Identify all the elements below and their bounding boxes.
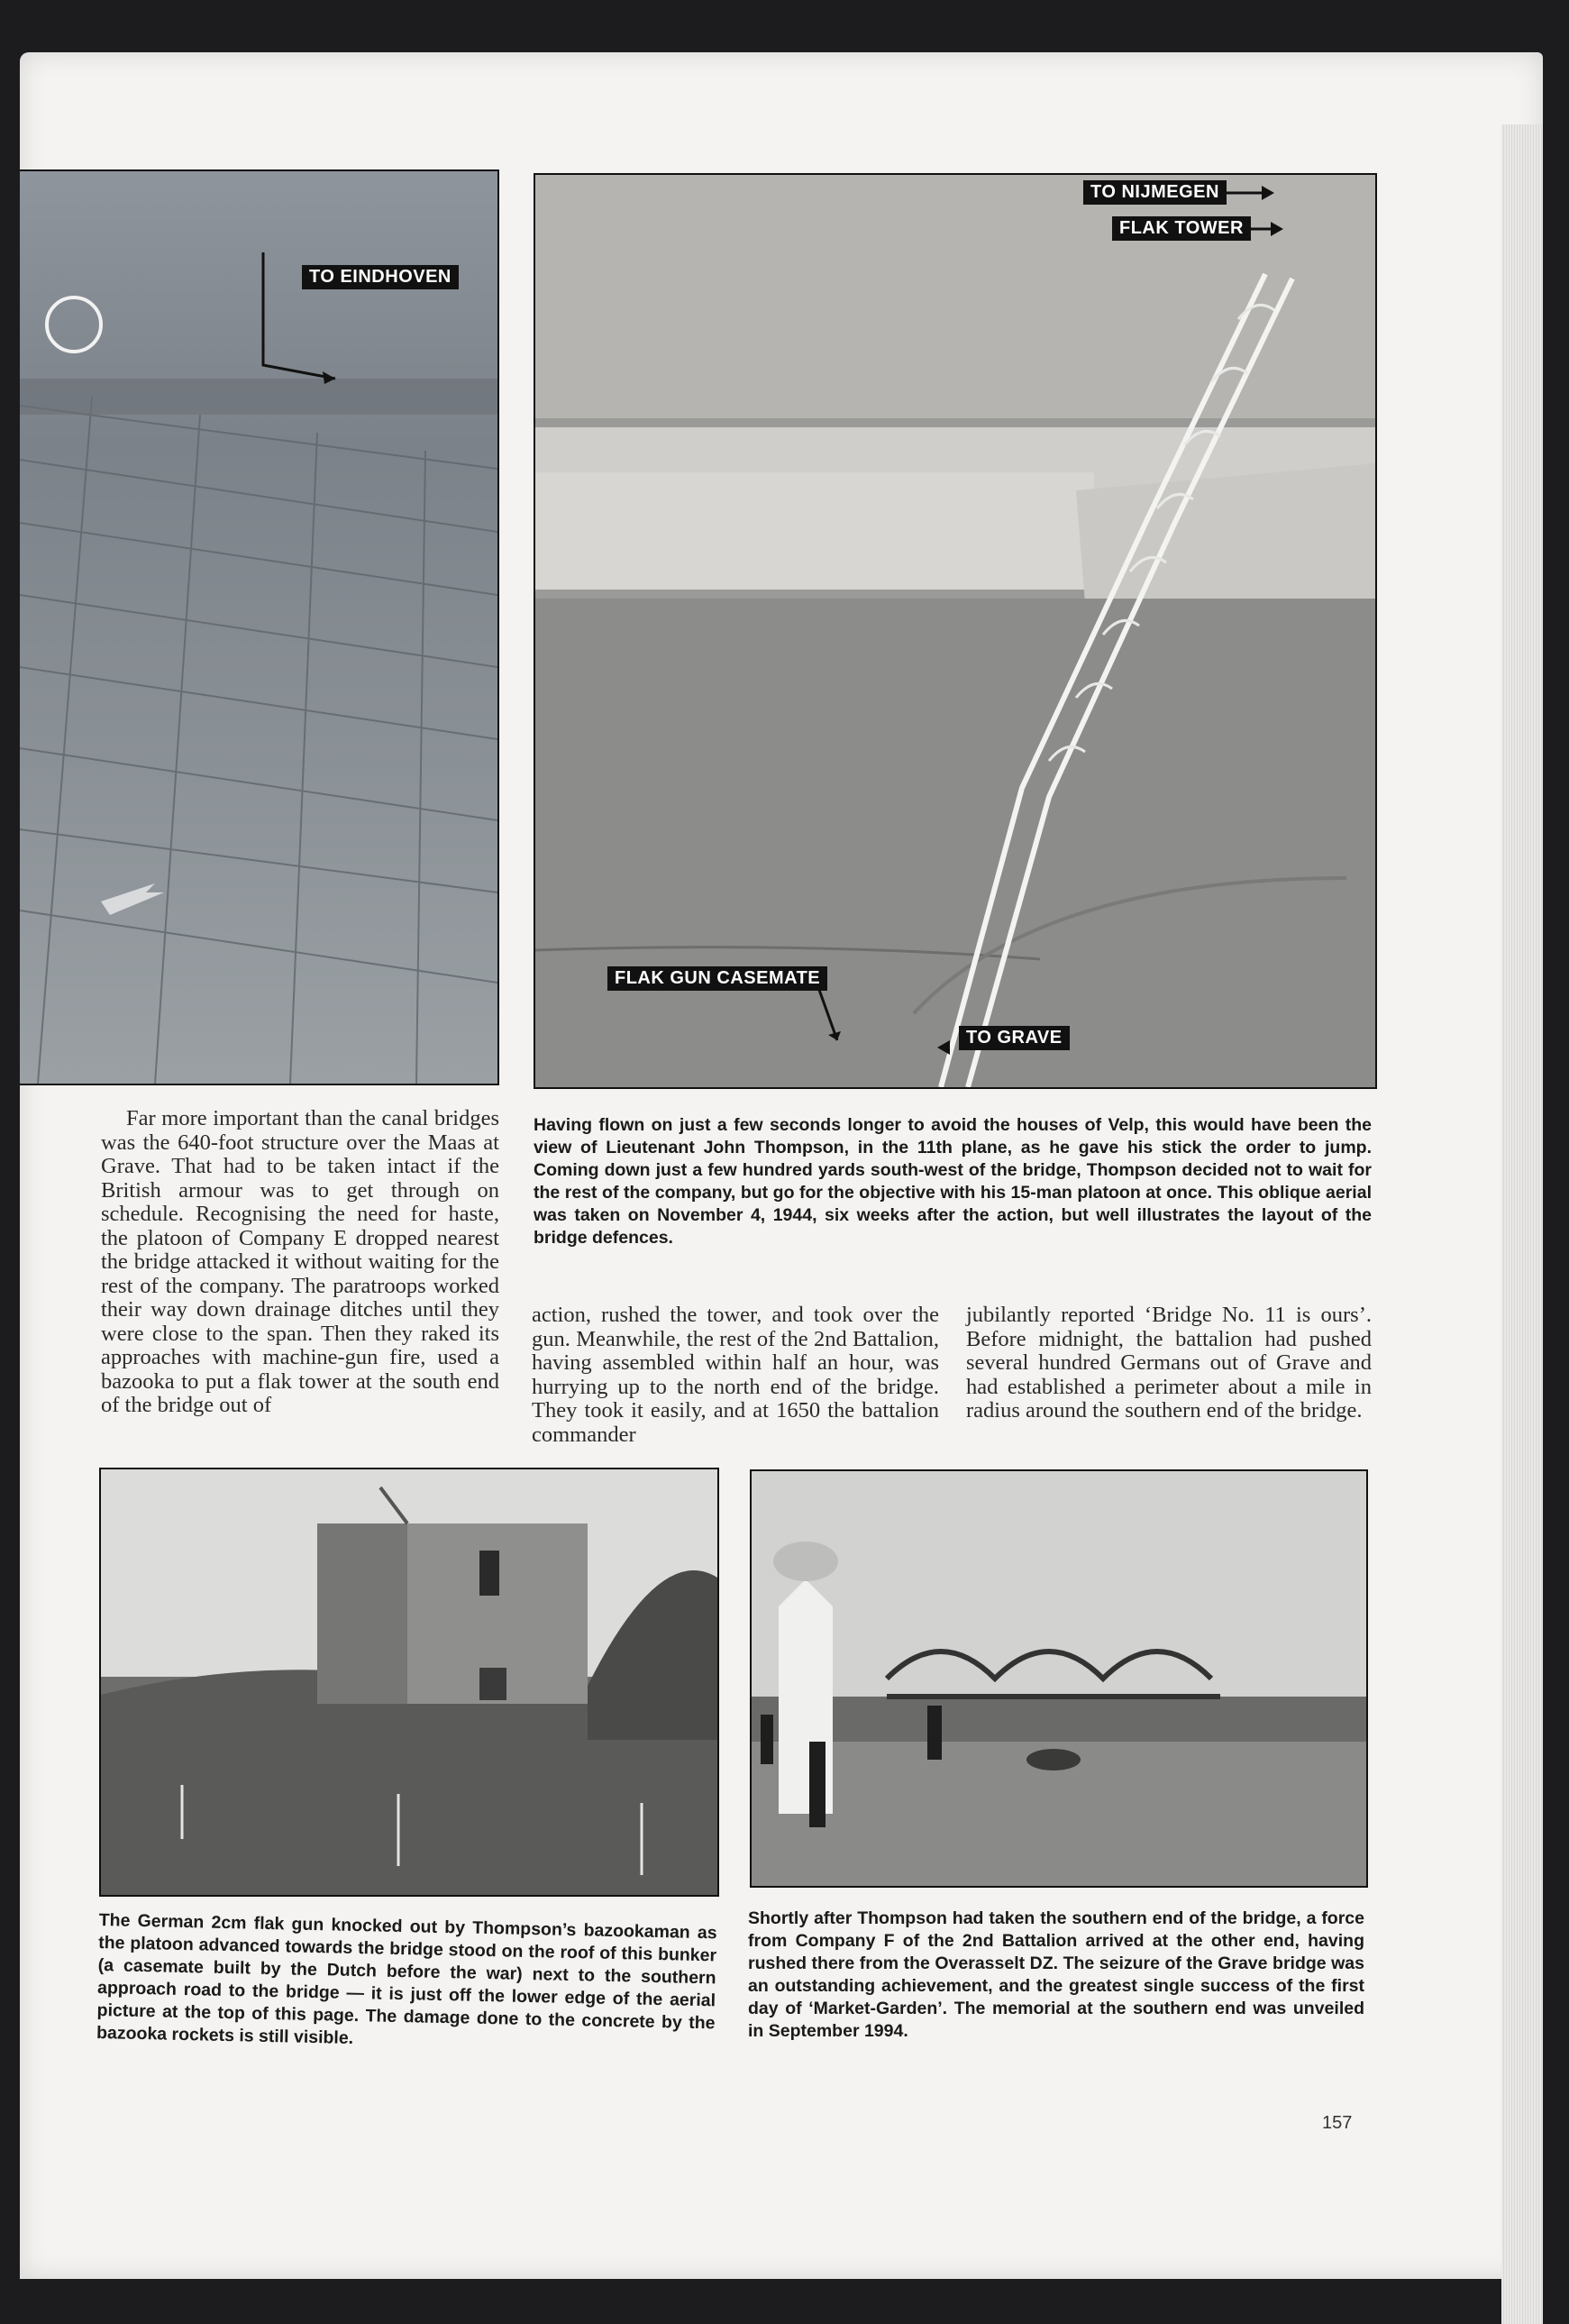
bunker-photo [99, 1468, 719, 1897]
book-page [20, 52, 1543, 2279]
body-text-column-3 [966, 1304, 1372, 1423]
aerial-photo-grave-bridge [534, 173, 1377, 1089]
to-nijmegen-label: TO NIJMEGEN [1083, 180, 1227, 205]
to-eindhoven-label: TO EINDHOVEN [302, 265, 459, 289]
flak-gun-casemate-label: FLAK GUN CASEMATE [607, 966, 827, 991]
bunker-photo-caption: The German 2cm flak gun knocked out by Thompson’s bazookaman as the platoon advanced towards the bridge stood on the roof of this bunker (a casemate built by the Dutch before the war) next to the southern approach road to the bridge — it is just off the lower edge of the aerial picture at the top of this page. The damage done to the concrete by the bazooka rockets is still visible. [96, 1909, 717, 2048]
page-stack-edge [1501, 124, 1543, 2324]
body-paragraph-1: Far more important than the canal bridges was the 640-foot structure over the Maas at Grave. That had to be taken intact if the British armour was to get through on schedule. Recognising the need for haste, the platoon of Company E dropped nearest the bridge attacked it without waiting for the rest of the company. The paratroops worked their way down drainage ditches until they were close to the span. Then they raked its approaches with machine-gun fire, used a bazooka to put a flak tower at the south end of the bridge out of [101, 1106, 499, 1417]
page-number: 157 [1322, 2113, 1353, 2133]
memorial-image [752, 1471, 1366, 1886]
memorial-photo-caption: Shortly after Thompson had taken the southern end of the bridge, a force from Company F of the 2nd Battalion arrived at the other end, having rushed there from the Overasselt DZ. The seizure of the Grave bridge was an outstanding achievement, and the greatest single success of the first day of ‘Market-Garden’. The memorial at the southern end was unveiled in September 1994. [748, 1908, 1364, 2041]
bridge-image [535, 175, 1375, 1087]
body-paragraph-2: action, rushed the tower, and took over the gun. Meanwhile, the rest of the 2nd Battalion, having assembled within half an hour, was hurrying up to the north end of the bridge. They took it easily, and at 1650 the battalion commander [532, 1303, 939, 1447]
to-grave-label: TO GRAVE [959, 1026, 1070, 1050]
fields-image [20, 171, 497, 1084]
flak-tower-label: FLAK TOWER [1112, 216, 1251, 241]
body-text-column-2 [532, 1304, 939, 1447]
body-paragraph-3: jubilantly reported ‘Bridge No. 11 is ours’. Before midnight, the battalion had pushed several hundred Germans out of Grave and had established a perimeter about a mile in radius around the southern end of the bridge. [966, 1303, 1372, 1423]
aerial-photo-fields [20, 169, 499, 1085]
memorial-photo [750, 1469, 1368, 1888]
aerial-photo-caption: Having flown on just a few seconds longer to avoid the houses of Velp, this would have been the view of Lieutenant John Thompson, in the 11th plane, as he gave his stick the order to jump. Coming down just a few hundred yards south-west of the bridge, Thompson decided not to wait for the rest of the company, but go for the objective with his 15-man platoon at once. This oblique aerial was taken on November 4, 1944, six weeks after the action, but well illustrates the layout of the bridge defences. [534, 1115, 1372, 1248]
body-text-column-1 [101, 1107, 499, 1418]
bunker-image [101, 1469, 717, 1895]
